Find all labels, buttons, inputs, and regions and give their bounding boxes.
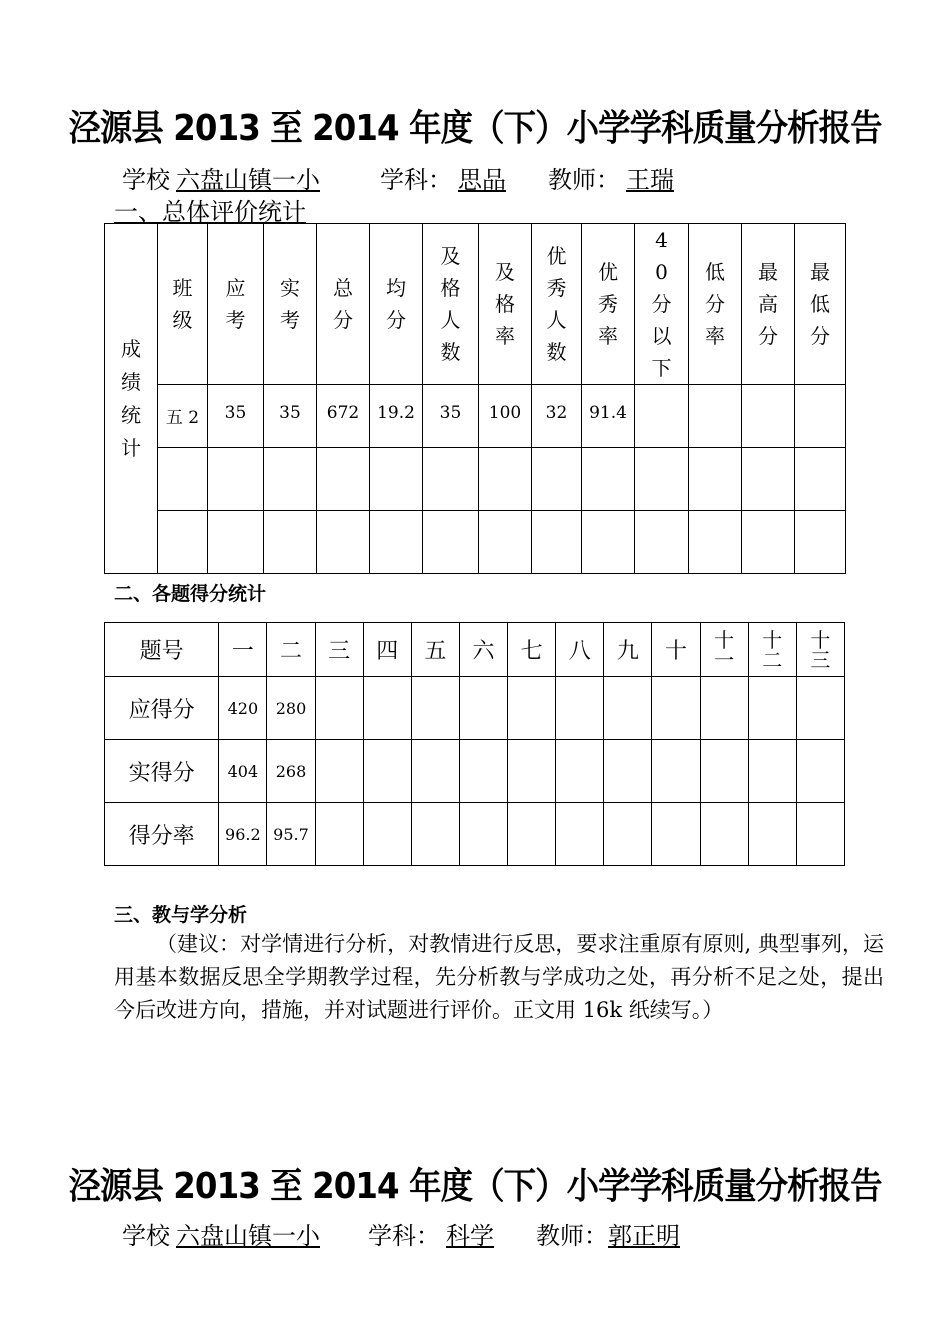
score-cell [459, 803, 507, 866]
data-cell [370, 511, 423, 574]
score-cell [508, 677, 556, 740]
row-label: 实得分 [105, 740, 219, 803]
header-cell: 最高分 [758, 260, 778, 348]
subject-value: 科学 [446, 1222, 494, 1250]
score-cell [459, 740, 507, 803]
header-cell: 优秀率 [598, 260, 618, 348]
score-cell: 268 [267, 740, 315, 803]
score-cell [604, 740, 652, 803]
score-cell: 404 [219, 740, 267, 803]
side-label-cell [105, 224, 158, 574]
data-cell [742, 385, 795, 448]
header-cell: 班级 [172, 276, 193, 332]
teacher-label: 教师： [536, 1222, 608, 1250]
header-cell: 低分率 [705, 260, 725, 348]
data-cell: 672 [317, 385, 370, 448]
data-cell: 35 [264, 385, 317, 448]
school-value: 六盘山镇一小 [176, 166, 320, 194]
score-cell [796, 677, 844, 740]
header-cell: 优秀人数 [546, 244, 567, 364]
score-cell [796, 803, 844, 866]
score-cell: 420 [219, 677, 267, 740]
teacher-value: 郭正明 [608, 1222, 680, 1250]
data-cell [532, 511, 582, 574]
data-cell: 35 [423, 385, 479, 448]
question-number: 十二 [762, 627, 783, 672]
question-number: 十一 [714, 627, 735, 672]
overall-stats-table [104, 223, 846, 574]
score-cell [748, 803, 796, 866]
data-cell: 100 [479, 385, 532, 448]
score-cell [652, 803, 700, 866]
score-cell [411, 677, 459, 740]
analysis-paragraph: （建议：对学情进行分析，对教情进行反思，要求注重原有原则, 典型事列，运用基本数据反思全学期教学过程，先分析教与学成功之处，再分析不足之处，提出今后改进方向，措施，并对试题进行评价。正文用 16k 纸续写。） [114, 932, 884, 1022]
data-cell [689, 385, 742, 448]
school-label: 学校 [122, 1222, 170, 1250]
subject-label: 学科： [380, 166, 452, 194]
data-cell [423, 511, 479, 574]
data-cell [635, 385, 689, 448]
report-title-2: 泾源县 2013 至 2014 年度（下）小学学科质量分析报告 [68, 1166, 882, 1207]
data-cell [423, 448, 479, 511]
data-cell: 五 2 [158, 385, 208, 448]
score-cell [748, 740, 796, 803]
score-cell [411, 740, 459, 803]
data-cell [208, 511, 264, 574]
question-number: 七 [508, 623, 556, 677]
score-cell [508, 803, 556, 866]
teacher-label: 教师： [548, 166, 620, 194]
score-cell [604, 803, 652, 866]
header-cell: 及格人数 [440, 244, 461, 364]
score-cell [652, 677, 700, 740]
data-cell [370, 448, 423, 511]
score-cell [315, 677, 363, 740]
data-cell [158, 448, 208, 511]
data-cell [635, 448, 689, 511]
data-cell [208, 448, 264, 511]
header-cell: 40分以下 [651, 228, 672, 380]
data-cell [795, 448, 846, 511]
score-cell [363, 677, 411, 740]
question-number: 十三 [810, 627, 831, 672]
data-cell [742, 448, 795, 511]
score-cell [315, 803, 363, 866]
question-number: 十 [652, 623, 700, 677]
question-number-label: 题号 [105, 623, 219, 677]
data-cell: 19.2 [370, 385, 423, 448]
question-scores-table [104, 622, 845, 866]
data-cell [479, 448, 532, 511]
score-cell [363, 740, 411, 803]
header-cell: 实考 [280, 276, 300, 332]
score-cell [700, 740, 748, 803]
header-cell: 应考 [225, 276, 246, 332]
score-cell [748, 677, 796, 740]
score-cell [363, 803, 411, 866]
header-cell: 均分 [386, 276, 406, 332]
question-number: 九 [604, 623, 652, 677]
question-number: 一 [219, 623, 267, 677]
school-label: 学校 [122, 166, 170, 194]
question-number: 六 [459, 623, 507, 677]
score-cell [508, 740, 556, 803]
data-cell [532, 448, 582, 511]
score-cell [411, 803, 459, 866]
score-cell [315, 740, 363, 803]
data-cell [582, 511, 635, 574]
score-cell [459, 677, 507, 740]
data-cell [158, 511, 208, 574]
question-number: 五 [411, 623, 459, 677]
score-cell [796, 740, 844, 803]
data-cell [317, 448, 370, 511]
score-cell [652, 740, 700, 803]
teacher-value: 王瑞 [626, 166, 674, 194]
data-cell [795, 511, 846, 574]
report-meta-2 [122, 1216, 680, 1251]
score-cell [556, 677, 604, 740]
data-cell [264, 448, 317, 511]
data-cell: 35 [208, 385, 264, 448]
side-label: 成绩统计 [121, 336, 141, 460]
score-cell [700, 803, 748, 866]
data-cell: 91.4 [582, 385, 635, 448]
data-cell [795, 385, 846, 448]
data-cell [689, 511, 742, 574]
data-cell [689, 448, 742, 511]
header-cell: 及格率 [495, 260, 515, 348]
header-cell: 最低分 [810, 260, 830, 348]
score-cell: 280 [267, 677, 315, 740]
section1-heading: 一、总体评价统计 [114, 198, 306, 226]
data-cell [317, 511, 370, 574]
data-cell [582, 448, 635, 511]
score-cell [700, 677, 748, 740]
data-cell [479, 511, 532, 574]
report-title: 泾源县 2013 至 2014 年度（下）小学学科质量分析报告 [68, 108, 882, 149]
score-cell: 95.7 [267, 803, 315, 866]
question-number: 二 [267, 623, 315, 677]
question-number: 四 [363, 623, 411, 677]
data-cell [264, 511, 317, 574]
data-cell [742, 511, 795, 574]
header-cell: 总分 [333, 276, 353, 332]
score-cell [604, 677, 652, 740]
school-value: 六盘山镇一小 [176, 1222, 320, 1250]
question-number: 三 [315, 623, 363, 677]
question-number: 八 [556, 623, 604, 677]
row-label: 得分率 [105, 803, 219, 866]
section3-heading: 三、教与学分析 [114, 904, 248, 926]
section2-heading: 二、各题得分统计 [114, 583, 267, 605]
score-cell [556, 740, 604, 803]
data-cell [635, 511, 689, 574]
score-cell [556, 803, 604, 866]
subject-label: 学科： [368, 1222, 440, 1250]
row-label: 应得分 [105, 677, 219, 740]
score-cell: 96.2 [219, 803, 267, 866]
report-meta [122, 160, 710, 195]
subject-value: 思品 [458, 166, 506, 194]
data-cell: 32 [532, 385, 582, 448]
